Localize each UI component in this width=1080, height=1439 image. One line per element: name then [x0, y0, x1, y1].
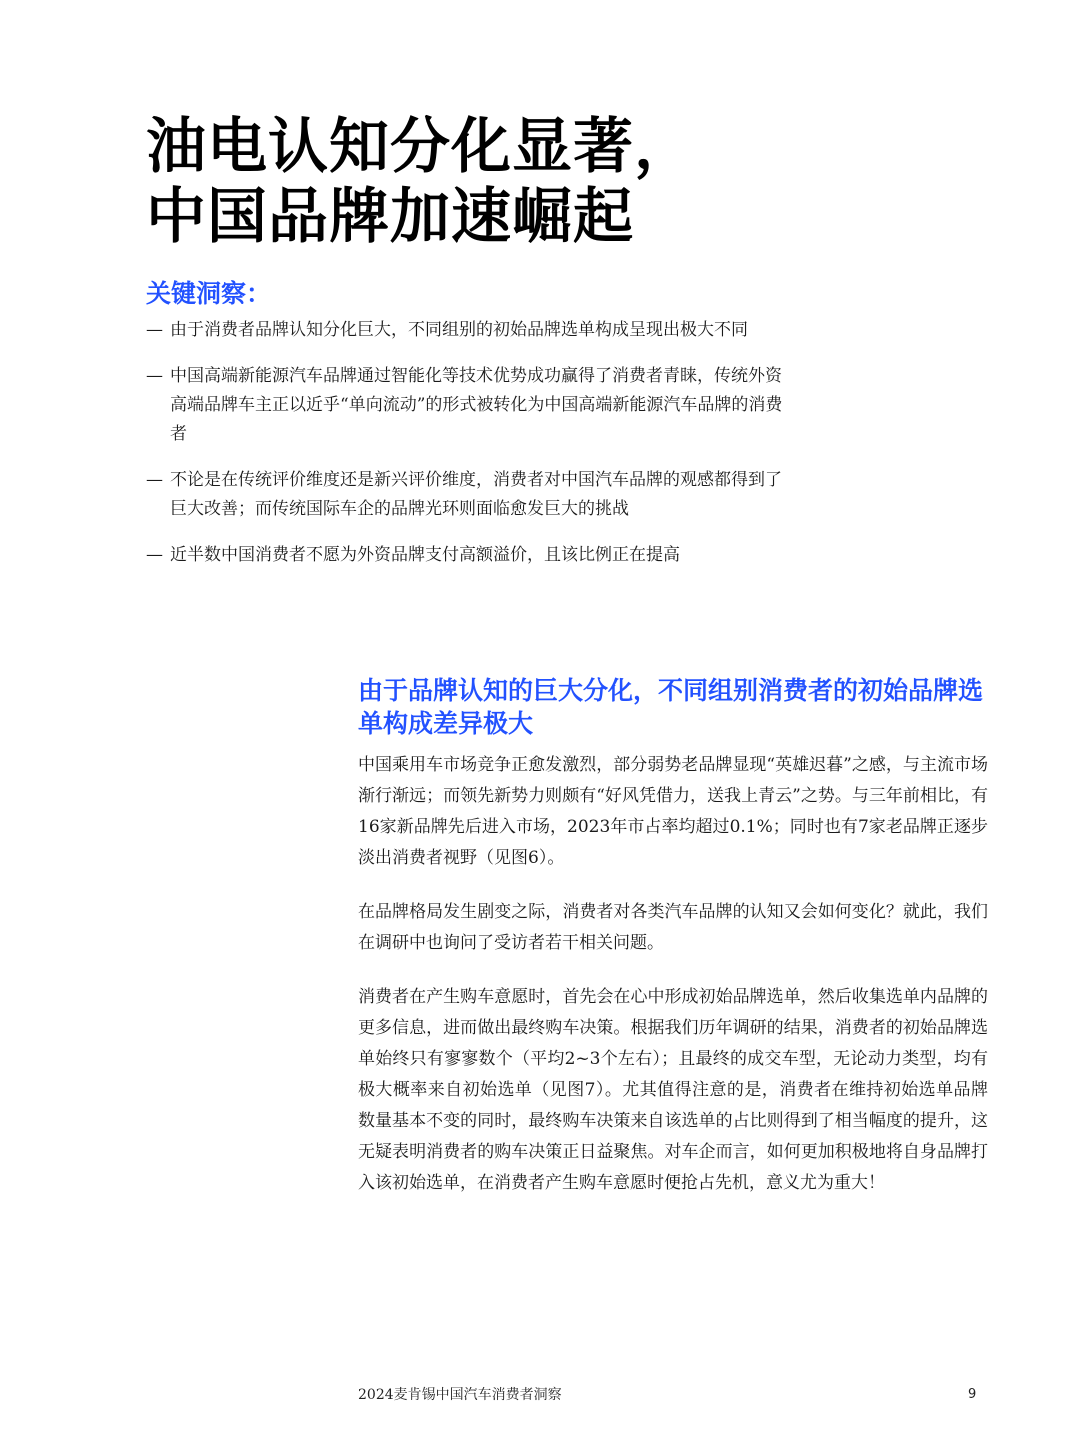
- body-paragraph: 消费者在产生购车意愿时，首先会在心中形成初始品牌选单，然后收集选单内品牌的更多信息，进而做出最终购车决策。根据我们历年调研的结果，消费者的初始品牌选单始终只有寥寥数个（平均2~3个左右）；且最终的成交车型，无论动力类型，均有极大概率来自初始选单（见图7）。尤其值得注意的是，消费者在维持初始选单品牌数量基本不变的同时，最终购车决策来自该选单的占比则得到了相当幅度的提升，这无疑表明消费者的购车决策正日益聚焦。对车企而言，如何更加积极地将自身品牌打入该初始选单，在消费者产生购车意愿时便抢占先机，意义尤为重大！: [358, 987, 988, 1193]
- key-insights-heading: 关键洞察：: [146, 279, 272, 308]
- page-title: [146, 112, 906, 252]
- key-insights-list: [146, 316, 786, 587]
- key-insight-text: 近半数中国消费者不愿为外资品牌支付高额溢价，且该比例正在提高: [170, 545, 680, 565]
- dash-bullet-icon: —: [146, 470, 163, 490]
- key-insight-text: 不论是在传统评价维度还是新兴评价维度，消费者对中国汽车品牌的观感都得到了巨大改善；而传统国际车企的品牌光环则面临愈发巨大的挑战: [170, 470, 782, 519]
- page-title-line-2: 中国品牌加速崛起: [146, 182, 634, 252]
- page-title-line-1: 油电认知分化显著，: [146, 112, 695, 182]
- section-body: [358, 750, 988, 1222]
- dash-bullet-icon: —: [146, 320, 163, 340]
- footer-publication-title: 2024麦肯锡中国汽车消费者洞察: [358, 1387, 562, 1403]
- body-paragraph: 在品牌格局发生剧变之际，消费者对各类汽车品牌的认知又会如何变化？就此，我们在调研中也询问了受访者若干相关问题。: [358, 902, 988, 953]
- key-insight-item: [146, 362, 786, 449]
- section-heading: 由于品牌认知的巨大分化，不同组别消费者的初始品牌选单构成差异极大: [358, 676, 984, 738]
- key-insight-text: 中国高端新能源汽车品牌通过智能化等技术优势成功赢得了消费者青睐，传统外资高端品牌车主正以近乎“单向流动”的形式被转化为中国高端新能源汽车品牌的消费者: [170, 366, 783, 444]
- page-number: 9: [968, 1387, 977, 1402]
- dash-bullet-icon: —: [146, 545, 163, 565]
- dash-bullet-icon: —: [146, 366, 163, 386]
- body-paragraph: 中国乘用车市场竞争正愈发激烈，部分弱势老品牌显现“英雄迟暮”之感，与主流市场渐行渐远；而领先新势力则颇有“好风凭借力，送我上青云”之势。与三年前相比，有16家新品牌先后进入市场，2023年市占率均超过0.1%；同时也有7家老品牌正逐步淡出消费者视野（见图6）。: [358, 755, 988, 868]
- key-insight-item: [146, 541, 786, 570]
- key-insight-item: [146, 316, 786, 345]
- key-insight-text: 由于消费者品牌认知分化巨大，不同组别的初始品牌选单构成呈现出极大不同: [170, 320, 748, 340]
- key-insight-item: [146, 466, 786, 524]
